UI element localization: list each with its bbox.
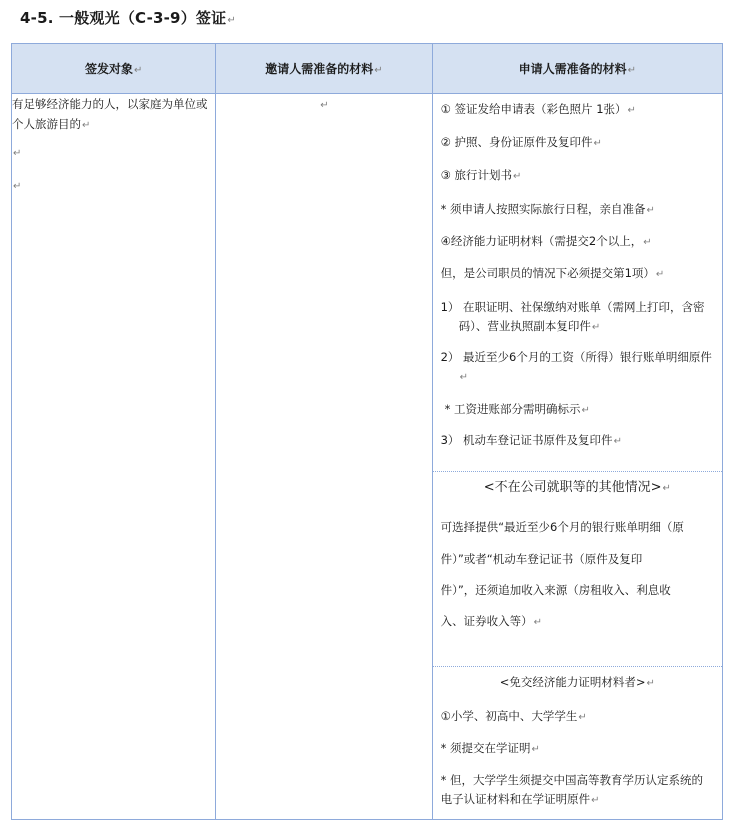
header-target: 签发对象↵ (12, 44, 216, 94)
cell-applicant-materials (432, 94, 722, 820)
applicant-section-unemployed (433, 471, 722, 666)
list-item: * 须提交在学证明↵ (440, 741, 540, 755)
header-applicant-materials: 申请人需准备的材料↵ (432, 44, 722, 94)
cell-inviter-materials: ↵ (216, 94, 432, 820)
section-heading: <免交经济能力证明材料者>↵ (499, 675, 655, 689)
empty-paragraph: ↵ (13, 148, 22, 159)
list-item: 入、证券收入等）↵ (440, 614, 542, 628)
list-item: ④经济能力证明材料（需提交2个以上，↵ (440, 234, 652, 248)
header-inviter-materials: 邀请人需准备的材料↵ (216, 44, 432, 94)
list-item: ① 签证发给申请表（彩色照片 1张）↵ (440, 102, 636, 116)
list-item: 1） 在职证明、社保缴纳对账单（需网上打印，含密码）、营业执照副本复印件↵ (440, 300, 705, 333)
target-description: 有足够经济能力的人，以家庭为单位或个人旅游目的↵ (12, 97, 208, 131)
list-item: 但，是公司职员的情况下必须提交第1项）↵ (440, 266, 665, 280)
page-title: 4-5. 一般观光（C-3-9）签证↵ (20, 9, 236, 27)
list-item: 2） 最近至少6个月的工资（所得）银行账单明细原件↵ (440, 350, 712, 383)
list-item: * 但，大学学生须提交中国高等教育学历认定系统的电子认证材料和在学证明原件↵ (440, 773, 703, 806)
cell-target (12, 94, 216, 820)
list-item: ② 护照、身份证原件及复印件↵ (440, 135, 602, 149)
list-item: ①小学、初高中、大学学生↵ (440, 709, 587, 723)
list-item: 3） 机动车登记证书原件及复印件↵ (440, 433, 622, 447)
list-item: ③ 旅行计划书↵ (440, 168, 522, 182)
list-item: 件）”，还须追加收入来源（房租收入、利息收 (440, 583, 671, 597)
list-item: * 工资进账部分需明确标示↵ (444, 402, 590, 416)
applicant-section-exempt (433, 666, 722, 819)
section-heading: <不在公司就职等的其他情况>↵ (483, 480, 671, 495)
table-header-row (12, 44, 723, 94)
list-item: 件）”或者“机动车登记证书（原件及复印 (440, 552, 643, 566)
empty-paragraph: ↵ (13, 181, 22, 192)
visa-requirements-table (11, 43, 723, 820)
paragraph-mark: ↵ (227, 15, 236, 26)
list-item: * 须申请人按照实际旅行日程，亲自准备↵ (440, 202, 655, 216)
table-row (12, 94, 723, 820)
applicant-section-standard (433, 94, 722, 471)
list-item: 可选择提供“最近至少6个月的银行账单明细（原 (440, 520, 684, 534)
